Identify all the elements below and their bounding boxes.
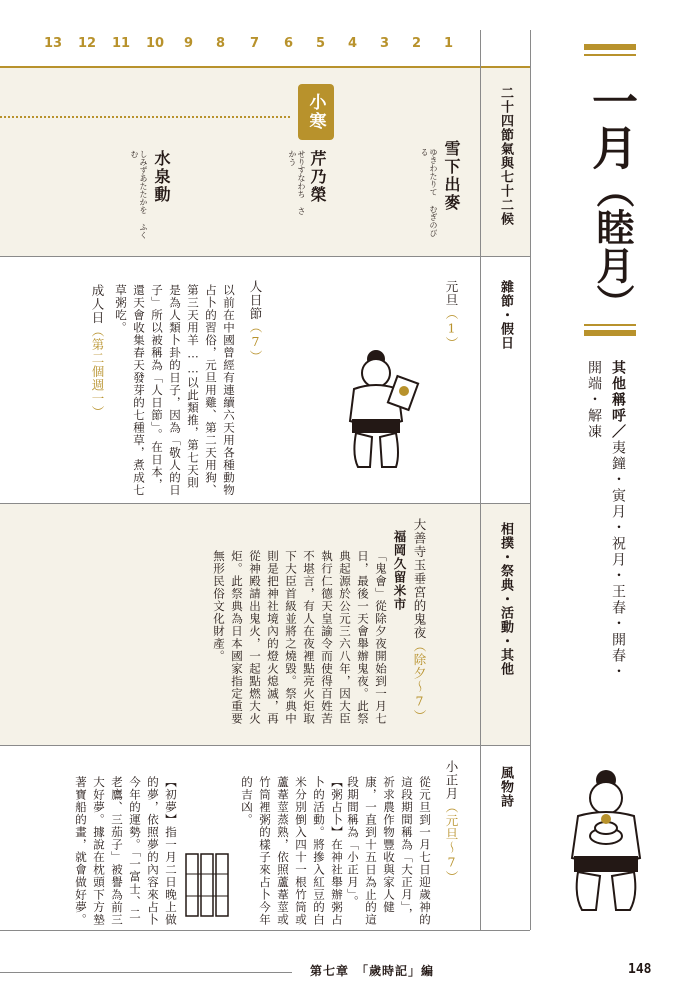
chapter-label: 第七章 「歲時記」編 bbox=[310, 964, 435, 978]
term-name: 雪下出麥 bbox=[442, 140, 461, 212]
grid-line bbox=[0, 256, 530, 257]
holiday-body: 以前在中國曾經有連續六天用各種動物占卜的習俗，元旦用雞、第二天用狗、第三天用羊……以此類推，第七天則是為人類卜卦的日子，因為「敬人的日子」所以被稱為「人日節」。在日本，還天會收集春天發芽的七種草，煮成七草粥吃。 bbox=[114, 284, 236, 497]
month-other-names bbox=[582, 360, 630, 680]
section-title-poetry: 風物詩 bbox=[498, 766, 513, 808]
bamboo-tubes-illustration bbox=[184, 850, 230, 920]
day-ruler bbox=[40, 36, 480, 60]
grid-line bbox=[0, 930, 530, 931]
decor-bar bbox=[584, 44, 636, 50]
term-kana: ゆきわたりて むぎのびる bbox=[420, 148, 438, 237]
section-title-holidays: 雜節・假日 bbox=[498, 280, 513, 350]
other-names-label: 其他稱呼／ bbox=[610, 360, 626, 440]
event-body: 「鬼會」從除夕夜開始到一月七日，最後一天會舉辦鬼夜。此祭典起源於公元三六八年，因大臣執行仁德天皇諭令而使得百姓苦不堪言，有人在夜裡點亮火炬取下大臣首級並將之燒毀。祭典中則是把神社境內的燈火熄滅，再從神殿請出鬼火，一起點燃大火炬。此祭典為日本國家指定重要無形民俗文化財產。 bbox=[212, 550, 388, 725]
term-name: 芹乃榮 bbox=[308, 150, 327, 204]
term-name: 水泉動 bbox=[152, 150, 171, 204]
month-title: 一月（睦月） bbox=[585, 78, 639, 322]
grid-line bbox=[0, 66, 530, 68]
ruler-day: 9 bbox=[184, 36, 194, 51]
grid-line bbox=[530, 30, 531, 930]
ruler-day: 12 bbox=[78, 36, 97, 51]
ruler-day: 8 bbox=[216, 36, 226, 51]
grid-line bbox=[480, 30, 481, 930]
ruler-day: 10 bbox=[146, 36, 165, 51]
ruler-day: 7 bbox=[250, 36, 260, 51]
section-title-seasons: 二十四節氣與七十二候 bbox=[498, 86, 513, 226]
event-title: 大善寺玉垂宮的鬼夜（除夕～7） bbox=[412, 518, 427, 723]
ruler-day: 4 bbox=[348, 36, 358, 51]
sumo-wrestler-illustration bbox=[340, 345, 420, 475]
poetry-title: 小正月（元旦～7） bbox=[444, 760, 459, 884]
term-kana: せりすなわち さかう bbox=[288, 150, 306, 215]
holiday-title: 元旦（1） bbox=[444, 280, 459, 350]
holiday-title: 人日節（7） bbox=[248, 280, 263, 364]
term-kana: しみずあたたかを ふくむ bbox=[130, 150, 148, 239]
grid-line bbox=[0, 503, 530, 504]
section-title-events: 相撲・祭典・活動・其他 bbox=[498, 522, 513, 676]
ruler-day: 5 bbox=[316, 36, 326, 51]
ruler-day: 13 bbox=[44, 36, 63, 51]
season-badge: 小寒 bbox=[298, 84, 334, 140]
page-number: 148 bbox=[628, 962, 652, 977]
grid-line bbox=[0, 745, 530, 746]
ruler-day: 6 bbox=[284, 36, 294, 51]
ruler-day: 11 bbox=[112, 36, 131, 51]
holiday-title: 成人日（第二個週一） bbox=[90, 284, 105, 419]
ruler-day: 2 bbox=[412, 36, 422, 51]
decor-bar bbox=[584, 54, 636, 56]
ruler-day: 1 bbox=[444, 36, 454, 51]
event-place: 福岡久留米市 bbox=[392, 530, 407, 611]
dotted-guide bbox=[0, 116, 290, 118]
decor-bar bbox=[584, 330, 636, 336]
poetry-body: 從元旦到一月七日迎歲神的這段期間稱為「大正月」，祈求農作物豐收與家人健康，一直到十五日為止的這段期間稱為「小正月」。 bbox=[346, 776, 432, 926]
other-names-list: 夷鐘・寅月・祝月・王春・開春・開端・解凍 bbox=[586, 360, 626, 680]
sumo-mochi-illustration bbox=[556, 766, 656, 916]
footer-rule bbox=[0, 972, 292, 973]
decor-bar bbox=[584, 324, 636, 326]
poetry-body: 【粥占卜】在神社舉辦粥占卜的活動。將摻入紅豆的白米分別倒入四十一根竹筒或蘆葦莖蒸熟，依照蘆葦莖或竹筒裡粥的樣子來占卜今年的吉凶。 bbox=[240, 776, 344, 926]
poetry-body: 【初夢】指一月二日晚上做的夢，依照夢的內容來占卜今年的運勢。「一富士、二老鷹、三茄子」被譽為前三大好夢。據說在枕頭下方墊著寶船的畫，就會做好夢。 bbox=[74, 776, 178, 926]
ruler-day: 3 bbox=[380, 36, 390, 51]
